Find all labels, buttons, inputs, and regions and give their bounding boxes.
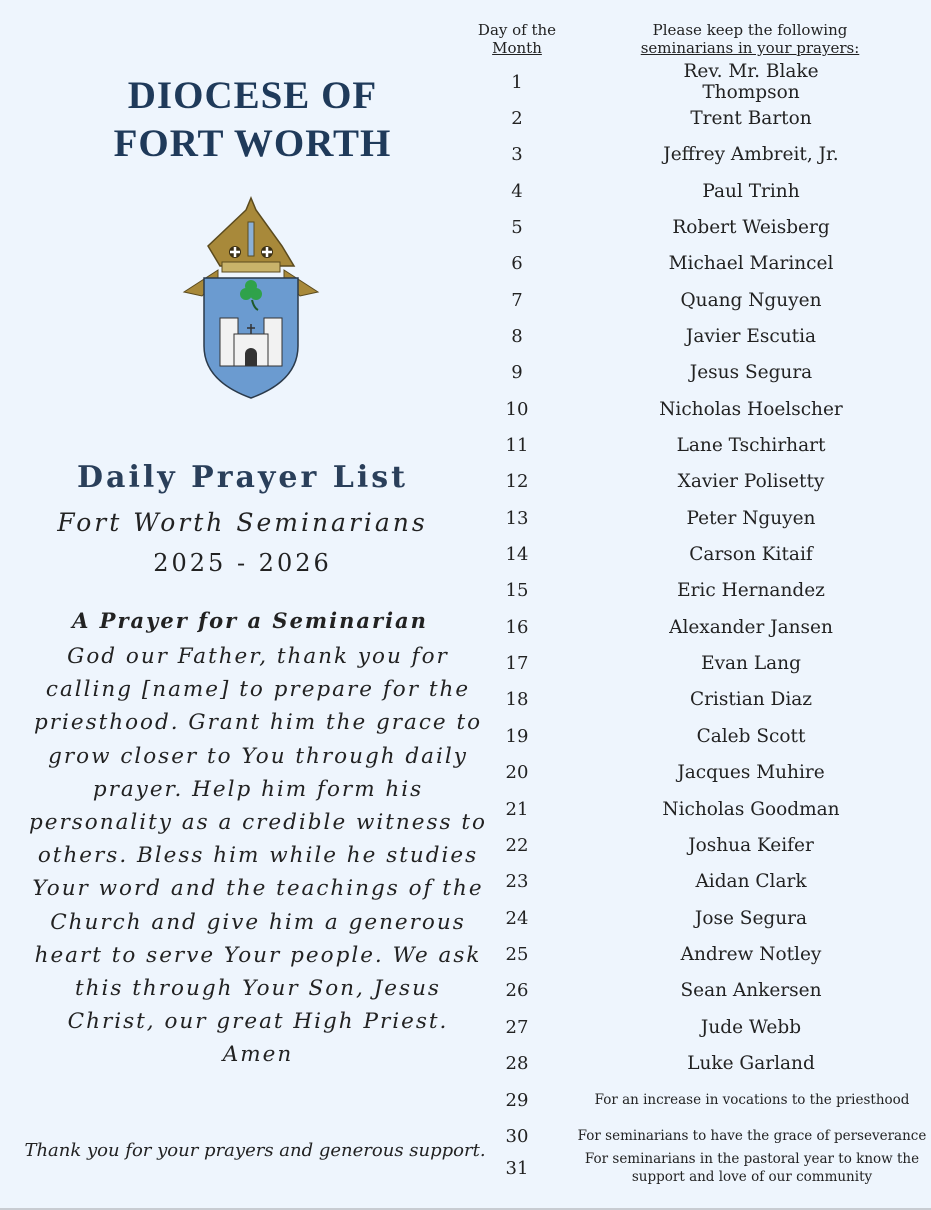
seminarian-name: Michael Marincel bbox=[668, 253, 834, 275]
schedule-row bbox=[467, 391, 931, 427]
day-number: 24 bbox=[505, 907, 529, 929]
day-number: 6 bbox=[511, 253, 523, 275]
day-number: 12 bbox=[505, 471, 529, 493]
prayer-intention: For seminarians in the pastoral year to know the support and love of our community bbox=[584, 1151, 920, 1185]
schedule-row bbox=[467, 282, 931, 318]
intention-row bbox=[467, 1150, 931, 1186]
prayer-line: grow closer to You through daily bbox=[48, 743, 468, 769]
schedule-row bbox=[467, 827, 931, 863]
day-number: 25 bbox=[505, 943, 529, 965]
prayer-line: this through Your Son, Jesus bbox=[75, 976, 441, 1002]
prayer-title: A Prayer for a Seminarian bbox=[72, 608, 428, 633]
day-number: 16 bbox=[505, 616, 529, 638]
seminarian-name: Cristian Diaz bbox=[689, 689, 813, 711]
schedule-row bbox=[467, 718, 931, 754]
schedule-row bbox=[467, 464, 931, 500]
schedule-row bbox=[467, 137, 931, 173]
seminarian-name: Javier Escutia bbox=[685, 325, 817, 347]
seminarian-name: Aidan Clark bbox=[695, 871, 807, 893]
day-number: 21 bbox=[505, 798, 529, 820]
seminarian-name: Jesus Segura bbox=[689, 362, 813, 384]
day-number: 20 bbox=[505, 762, 529, 784]
seminarian-name: Xavier Polisetty bbox=[677, 471, 825, 493]
header-line: Day of the bbox=[477, 21, 557, 39]
seminarian-name: Luke Garland bbox=[687, 1052, 815, 1074]
day-number: 22 bbox=[505, 834, 529, 856]
prayer-line: personality as a credible witness to bbox=[29, 810, 487, 836]
day-number: 28 bbox=[505, 1052, 529, 1074]
seminarian-name: Peter Nguyen bbox=[686, 507, 816, 529]
intention-row bbox=[467, 1118, 931, 1154]
prayer-line: priesthood. Grant him the grace to bbox=[33, 710, 483, 736]
names-column-header bbox=[600, 21, 900, 57]
schedule-row bbox=[467, 355, 931, 391]
day-number: 14 bbox=[505, 544, 529, 566]
schedule-row bbox=[467, 973, 931, 1009]
day-number: 19 bbox=[505, 725, 529, 747]
prayer-line: Amen bbox=[222, 1042, 294, 1068]
day-number: 30 bbox=[505, 1125, 529, 1147]
seminarian-name: Quang Nguyen bbox=[680, 289, 822, 311]
day-number: 3 bbox=[511, 144, 523, 166]
schedule-row bbox=[467, 1045, 931, 1081]
seminarian-name: Robert Weisberg bbox=[672, 216, 830, 238]
prayer-intention: For seminarians to have the grace of perseverance bbox=[577, 1128, 927, 1144]
seminarian-name: Paul Trinh bbox=[702, 180, 800, 202]
seminarian-name: Joshua Keifer bbox=[688, 834, 814, 856]
intention-row bbox=[467, 1082, 931, 1118]
day-number: 15 bbox=[505, 580, 529, 602]
prayer-line: heart to serve Your people. We ask bbox=[34, 942, 482, 968]
schedule-row bbox=[467, 900, 931, 936]
prayer-line: Church and give him a generous bbox=[50, 909, 466, 935]
seminarian-name: Rev. Mr. Blake Thompson bbox=[683, 61, 819, 103]
schedule-row bbox=[467, 246, 931, 282]
schedule-row bbox=[467, 209, 931, 245]
day-number: 1 bbox=[511, 71, 523, 93]
day-number: 23 bbox=[505, 871, 529, 893]
seminarian-name: Sean Ankersen bbox=[680, 980, 822, 1002]
schedule-row bbox=[467, 936, 931, 972]
title-line: DIOCESE OF bbox=[127, 74, 378, 117]
thank-you-note: Thank you for your prayers and generous support. bbox=[24, 1140, 486, 1161]
prayer-text bbox=[28, 640, 488, 1072]
seminarian-name: Eric Hernandez bbox=[677, 580, 825, 602]
seminarian-name: Evan Lang bbox=[701, 653, 801, 675]
schedule-row bbox=[467, 573, 931, 609]
schedule-row bbox=[467, 1009, 931, 1045]
title-line: FORT WORTH bbox=[113, 122, 392, 165]
day-number: 31 bbox=[505, 1157, 529, 1179]
day-number: 10 bbox=[505, 398, 529, 420]
schedule-row bbox=[467, 537, 931, 573]
day-number: 26 bbox=[505, 980, 529, 1002]
seminarian-name: Jacques Muhire bbox=[677, 762, 825, 784]
day-number: 4 bbox=[511, 180, 523, 202]
day-number: 27 bbox=[505, 1016, 529, 1038]
seminarian-name: Andrew Notley bbox=[680, 943, 822, 965]
day-number: 2 bbox=[511, 107, 523, 129]
schedule-row bbox=[467, 609, 931, 645]
day-number: 13 bbox=[505, 507, 529, 529]
seminarian-name: Lane Tschirhart bbox=[676, 435, 826, 456]
day-number: 7 bbox=[511, 289, 523, 311]
day-number: 8 bbox=[511, 325, 523, 347]
years: 2025 - 2026 bbox=[153, 549, 332, 577]
header-line: Month bbox=[492, 39, 542, 57]
seminarian-name: Trent Barton bbox=[690, 107, 812, 129]
schedule-row bbox=[467, 864, 931, 900]
seminarian-name: Nicholas Goodman bbox=[662, 798, 840, 820]
day-number: 5 bbox=[511, 216, 523, 238]
page-heading: Daily Prayer List bbox=[77, 460, 408, 495]
day-number: 9 bbox=[511, 362, 523, 384]
prayer-line: prayer. Help him form his bbox=[92, 776, 424, 802]
day-number: 17 bbox=[505, 653, 529, 675]
schedule-row bbox=[467, 682, 931, 718]
prayer-line: calling [name] to prepare for the bbox=[45, 677, 471, 703]
seminarian-name: Jose Segura bbox=[694, 907, 808, 929]
schedule-row bbox=[467, 100, 931, 136]
schedule-row bbox=[467, 755, 931, 791]
schedule-row bbox=[467, 173, 931, 209]
seminarian-name: Jeffrey Ambreit, Jr. bbox=[663, 144, 839, 166]
prayer-line: God our Father, thank you for bbox=[67, 644, 449, 669]
schedule-row bbox=[467, 318, 931, 354]
header-line: Please keep the following bbox=[652, 21, 848, 39]
day-number: 18 bbox=[505, 689, 529, 711]
prayer-intention: For an increase in vocations to the priesthood bbox=[594, 1092, 910, 1108]
schedule-row bbox=[467, 646, 931, 682]
schedule-row bbox=[467, 61, 931, 103]
prayer-line: Christ, our great High Priest. bbox=[67, 1009, 449, 1035]
seminarian-name: Caleb Scott bbox=[696, 725, 806, 747]
seminarian-name: Carson Kitaif bbox=[689, 544, 813, 566]
prayer-line: others. Bless him while he studies bbox=[37, 843, 479, 869]
prayer-line: Your word and the teachings of the bbox=[32, 876, 484, 902]
day-number: 11 bbox=[505, 435, 529, 456]
seminarian-name: Jude Webb bbox=[700, 1016, 802, 1038]
seminarian-name: Nicholas Hoelscher bbox=[659, 398, 843, 420]
seminarian-name: Alexander Jansen bbox=[669, 616, 833, 638]
diocese-title bbox=[60, 72, 445, 168]
day-column-header bbox=[467, 21, 567, 57]
header-line: seminarians in your prayers: bbox=[640, 39, 860, 57]
schedule-row bbox=[467, 428, 931, 464]
day-number: 29 bbox=[505, 1089, 529, 1111]
schedule-row bbox=[467, 500, 931, 536]
page-subheading: Fort Worth Seminarians bbox=[57, 508, 428, 537]
schedule-row bbox=[467, 791, 931, 827]
diocese-coat-of-arms-icon bbox=[182, 196, 320, 400]
